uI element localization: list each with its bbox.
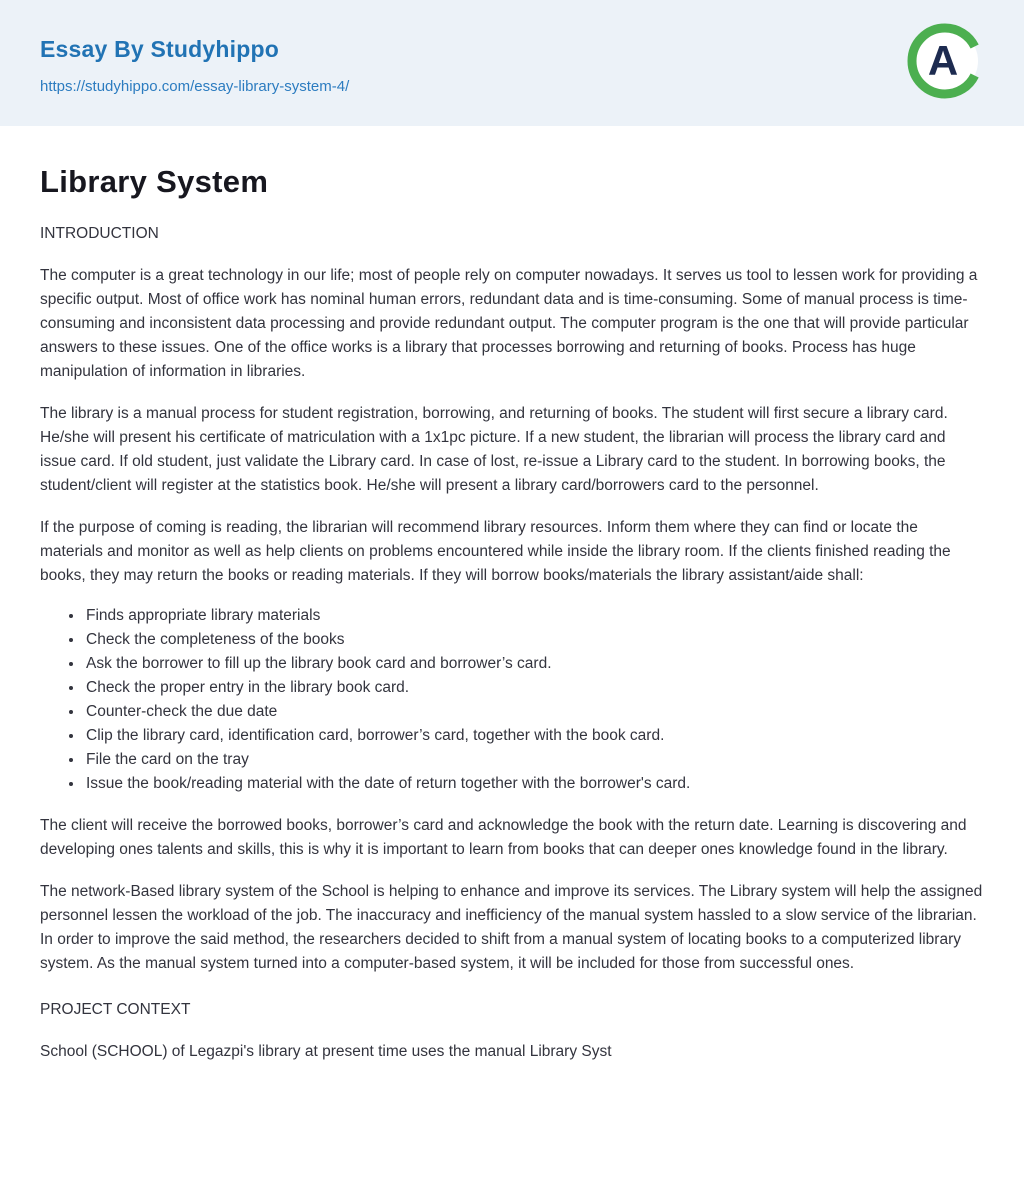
source-url-link[interactable]: https://studyhippo.com/essay-library-system-4/ bbox=[40, 78, 350, 95]
header-text bbox=[40, 36, 984, 96]
logo-svg bbox=[906, 22, 984, 100]
page-title: Library System bbox=[40, 164, 269, 199]
studyhippo-logo-icon bbox=[906, 22, 984, 100]
article-content bbox=[0, 126, 1024, 1134]
list-item-2: • Check the completeness of the books bbox=[84, 628, 984, 652]
paragraph-2: The library is a manual process for student registration, borrowing, and returning of books. The student will first secure a library card. He/she will present his certificate of matriculation with a 1x1pc picture. If a new student, the librarian will process the library card and issue card. If old student, just validate the Library card. In case of lost, re-issue a Library card to the student. In borrowing books, the student/client will register at the statistics book. He/she will present a library card/borrowers card to the personnel. bbox=[40, 405, 948, 494]
paragraph-4: The client will receive the borrowed books, borrower’s card and acknowledge the book with the return date. Learning is discovering and developing ones talents and skills, this is why it is important to learn from books that can deeper ones knowledge found in the library. bbox=[40, 817, 967, 858]
logo-letter: A bbox=[927, 37, 959, 84]
procedure-list bbox=[40, 604, 984, 796]
list-item-1: • Finds appropriate library materials bbox=[84, 604, 984, 628]
list-item-4: • Check the proper entry in the library book card. bbox=[84, 676, 984, 700]
section-label-project-context: PROJECT CONTEXT bbox=[40, 1001, 191, 1018]
paragraph-1: The computer is a great technology in our life; most of people rely on computer nowadays. It serves us tool to lessen work for providing a specific output. Most of office work has nominal human errors, redundant data and is time-consuming. Some of manual process is time-consuming and inconsistent data processing and provide redundant output. The computer program is the one that will provide particular answers to these issues. One of the office works is a library that processes borrowing and returning of books. Process has huge manipulation of information in libraries. bbox=[40, 267, 978, 380]
list-item-5: • Counter-check the due date bbox=[84, 700, 984, 724]
header-title: Essay By Studyhippo bbox=[40, 36, 279, 62]
paragraph-3: If the purpose of coming is reading, the librarian will recommend library resources. Inform them where they can find or locate the materials and monitor as well as help clients on problems encountered while inside the library room. If the clients finished reading the books, they may return the books or reading materials. If they will borrow books/materials the library assistant/aide shall: bbox=[40, 519, 951, 584]
paragraph-5: The network-Based library system of the School is helping to enhance and improve its services. The Library system will help the assigned personnel lessen the workload of the job. The inaccuracy and inefficiency of the manual system hassled to a slow service of the librarian. In order to improve the said method, the researchers decided to shift from a manual system of locating books to a computerized library system. As the manual system turned into a computer-based system, it will be included for those from successful ones. bbox=[40, 883, 983, 972]
list-item-3: • Ask the borrower to fill up the library book card and borrower’s card. bbox=[84, 652, 984, 676]
list-item-8: • Issue the book/reading material with the date of return together with the borrower's card. bbox=[84, 772, 984, 796]
paragraph-6: School (SCHOOL) of Legazpi's library at present time uses the manual Library Syst bbox=[40, 1043, 612, 1060]
section-label-introduction: INTRODUCTION bbox=[40, 225, 159, 242]
list-item-7: • File the card on the tray bbox=[84, 748, 984, 772]
list-item-6: • Clip the library card, identification card, borrower’s card, together with the book card. bbox=[84, 724, 984, 748]
header bbox=[0, 0, 1024, 126]
